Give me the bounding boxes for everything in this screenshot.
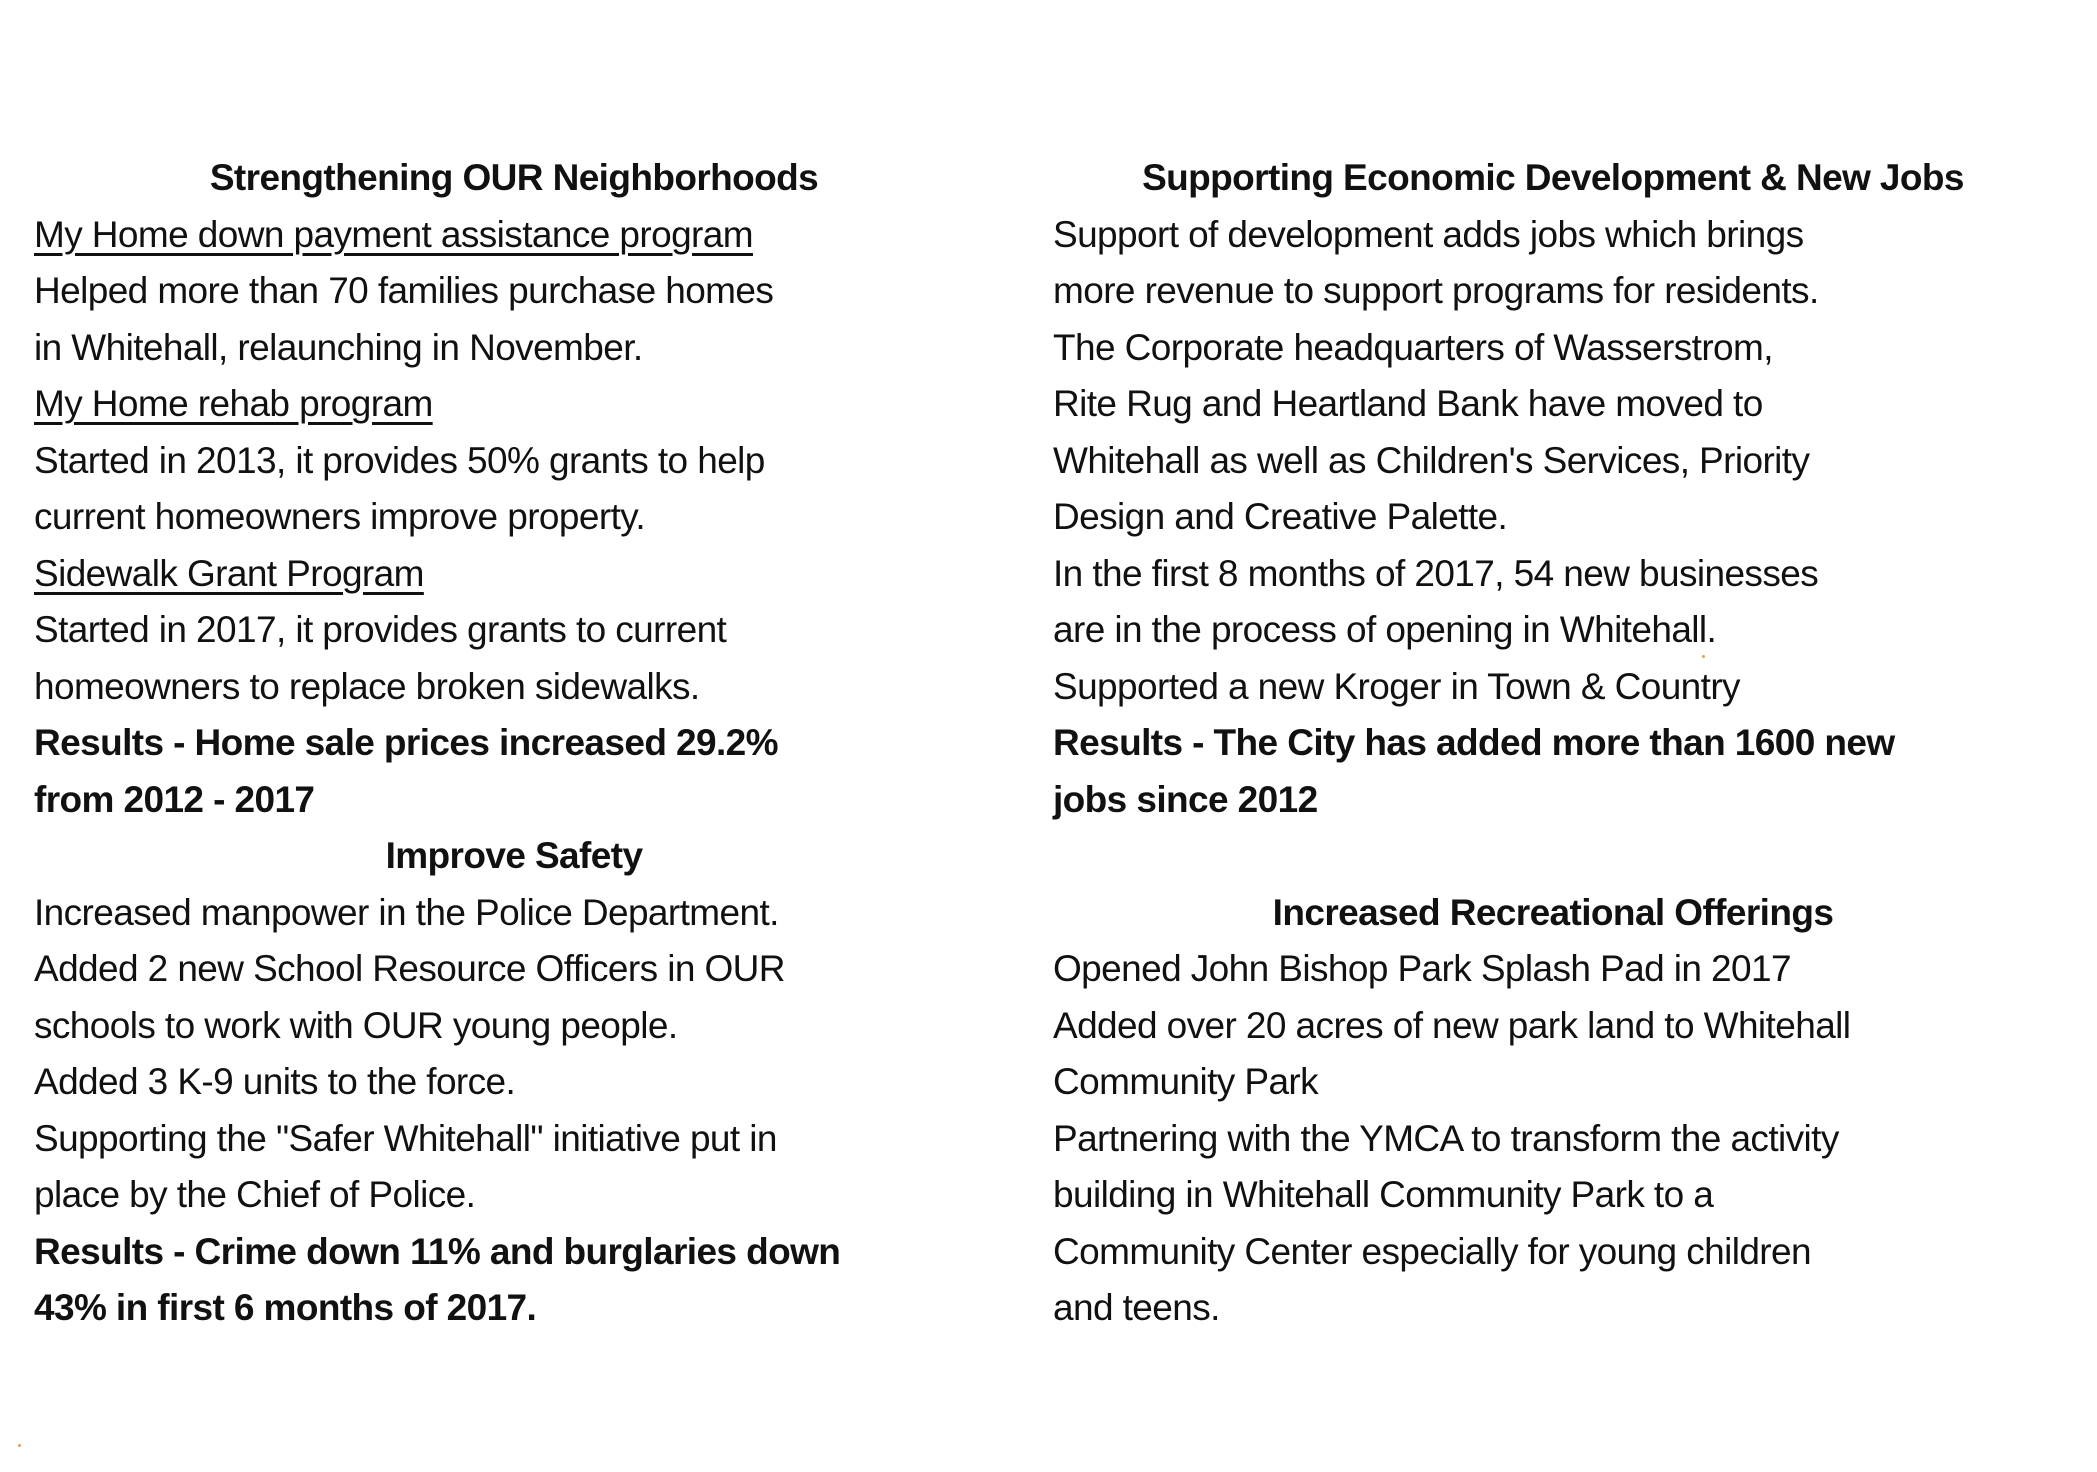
body-text: and teens. <box>1053 1287 1220 1328</box>
section-neighborhoods <box>34 150 994 828</box>
paper-speck <box>1702 655 1705 658</box>
section-title-recreation: Increased Recreational Offerings <box>1272 891 1834 933</box>
program-text: current homeowners improve property. <box>34 496 646 537</box>
program-title-down-payment: My Home down payment assistance program <box>34 213 753 255</box>
results-text: from 2012 - 2017 <box>34 778 315 820</box>
body-text: are in the process of opening in Whitehall. <box>1053 609 1717 650</box>
body-text: more revenue to support programs for residents. <box>1053 270 1819 311</box>
body-text: Partnering with the YMCA to transform the activity <box>1053 1117 1839 1159</box>
program-text: Started in 2013, it provides 50% grants to help <box>34 439 765 481</box>
body-text: place by the Chief of Police. <box>34 1174 476 1215</box>
body-text: Whitehall as well as Children's Services, Priority <box>1053 439 1810 481</box>
body-text: Opened John Bishop Park Splash Pad in 2017 <box>1053 948 1791 989</box>
section-title-safety: Improve Safety <box>385 835 643 876</box>
body-text: schools to work with OUR young people. <box>34 1004 678 1046</box>
program-text: Started in 2017, it provides grants to current <box>34 609 727 650</box>
body-text: In the first 8 months of 2017, 54 new businesses <box>1053 552 1819 594</box>
program-text: Helped more than 70 families purchase homes <box>34 270 774 311</box>
body-text: Supported a new Kroger in Town & Country <box>1053 665 1740 707</box>
results-text: jobs since 2012 <box>1053 778 1318 820</box>
section-economic <box>1053 150 2053 828</box>
body-text: Added over 20 acres of new park land to Whitehall <box>1053 1004 1851 1046</box>
left-column <box>34 150 994 1337</box>
program-title-sidewalk: Sidewalk Grant Program <box>34 552 424 594</box>
section-title-economic: Supporting Economic Development & New Jobs <box>1142 157 1964 198</box>
body-text: building in Whitehall Community Park to a <box>1053 1174 1714 1215</box>
program-title-rehab: My Home rehab program <box>34 383 433 424</box>
body-text: Rite Rug and Heartland Bank have moved to <box>1053 383 1763 424</box>
results-text: Results - Crime down 11% and burglaries down <box>34 1230 841 1272</box>
right-column <box>1053 150 2053 1337</box>
body-text: Added 3 K-9 units to the force. <box>34 1061 516 1102</box>
body-text: Community Park <box>1053 1061 1319 1102</box>
body-text: Added 2 new School Resource Officers in OUR <box>34 948 785 989</box>
results-text: Results - The City has added more than 1600 new <box>1053 722 1895 763</box>
section-recreation <box>1053 885 2053 1337</box>
body-text: Increased manpower in the Police Department. <box>34 891 779 933</box>
section-spacer <box>1053 828 2053 885</box>
body-text: Community Center especially for young children <box>1053 1230 1811 1272</box>
section-safety <box>34 828 994 1337</box>
results-text: 43% in first 6 months of 2017. <box>34 1287 537 1328</box>
body-text: Supporting the "Safer Whitehall" initiative put in <box>34 1117 777 1159</box>
program-text: homeowners to replace broken sidewalks. <box>34 665 700 707</box>
results-text: Results - Home sale prices increased 29.2% <box>34 722 778 763</box>
program-text: in Whitehall, relaunching in November. <box>34 326 643 368</box>
body-text: Design and Creative Palette. <box>1053 496 1508 537</box>
body-text: Support of development adds jobs which brings <box>1053 213 1804 255</box>
body-text: The Corporate headquarters of Wasserstrom, <box>1053 326 1773 368</box>
section-title-neighborhoods: Strengthening OUR Neighborhoods <box>209 157 819 198</box>
paper-speck <box>18 1444 21 1447</box>
